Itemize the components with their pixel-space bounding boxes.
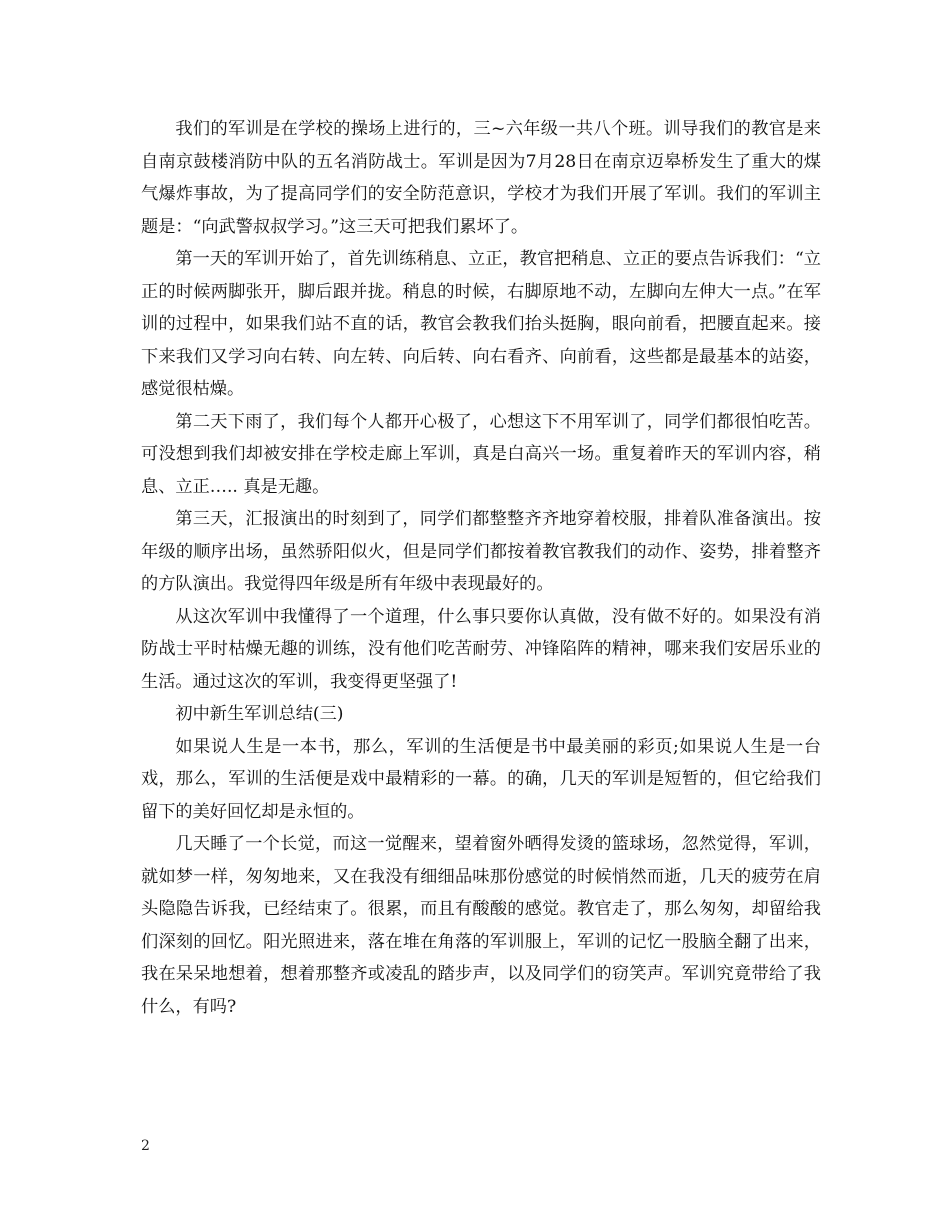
page-number: 2	[141, 1138, 150, 1154]
paragraph-life-is-a-book: 如果说人生是一本书，那么，军训的生活便是书中最美丽的彩页;如果说人生是一台戏，那么，军训的生活便是戏中最精彩的一幕。的确，几天的军训是短暂的，但它给我们留下的美好回忆却是永恒的。	[141, 736, 821, 822]
paragraph-lesson-learned: 从这次军训中我懂得了一个道理，什么事只要你认真做，没有做不好的。如果没有消防战士平时枯燥无趣的训练，没有他们吃苦耐劳、冲锋陷阵的精神，哪来我们安居乐业的生活。通过这次的军训，我变得更坚强了!	[141, 606, 821, 692]
section-heading: 初中新生军训总结(三)	[175, 704, 344, 724]
paragraph-military-training-intro: 我们的军训是在学校的操场上进行的，三~六年级一共八个班。训导我们的教官是来自南京鼓楼消防中队的五名消防战士。军训是因为7月28日在南京迈皋桥发生了重大的煤气爆炸事故，为了提高同学们的安全防范意识，学校才为我们开展了军训。我们的军训主题是：“向武警叔叔学习。”这三天可把我们累坏了。	[141, 119, 821, 237]
document-body	[141, 113, 821, 1023]
paragraph-day-three: 第三天，汇报演出的时刻到了，同学们都整整齐齐地穿着校服，排着队准备演出。按年级的顺序出场，虽然骄阳似火，但是同学们都按着教官教我们的动作、姿势，排着整齐的方队演出。我觉得四年级是所有年级中表现最好的。	[141, 509, 821, 594]
paragraph-day-one: 第一天的军训开始了，首先训练稍息、立正，教官把稍息、立正的要点告诉我们：“立正的时候两脚张开，脚后跟并拢。稍息的时候，右脚原地不动，左脚向左伸大一点。”在军训的过程中，如果我们站不直的话，教官会教我们抬头挺胸，眼向前看，把腰直起来。接下来我们又学习向右转、向左转、向后转、向右看齐、向前看，这些都是最基本的站姿，感觉很枯燥。	[141, 249, 821, 399]
paragraph-after-training: 几天睡了一个长觉，而这一觉醒来，望着窗外晒得发烫的篮球场，忽然觉得，军训，就如梦一样，匆匆地来，又在我没有细细品味那份感觉的时候悄然而逝，几天的疲劳在肩头隐隐告诉我，已经结束了。很累，而且有酸酸的感觉。教官走了，那么匆匆，却留给我们深刻的回忆。阳光照进来，落在堆在角落的军训服上，军训的记忆一股脑全翻了出来，我在呆呆地想着，想着那整齐或凌乱的踏步声，以及同学们的窃笑声。军训究竟带给了我什么，有吗?	[141, 834, 821, 1017]
paragraph-day-two: 第二天下雨了，我们每个人都开心极了，心想这下不用军训了，同学们都很怕吃苦。可没想到我们却被安排在学校走廊上军训，真是白高兴一场。重复着昨天的军训内容，稍息、立正….. 真是无趣。	[141, 411, 821, 497]
